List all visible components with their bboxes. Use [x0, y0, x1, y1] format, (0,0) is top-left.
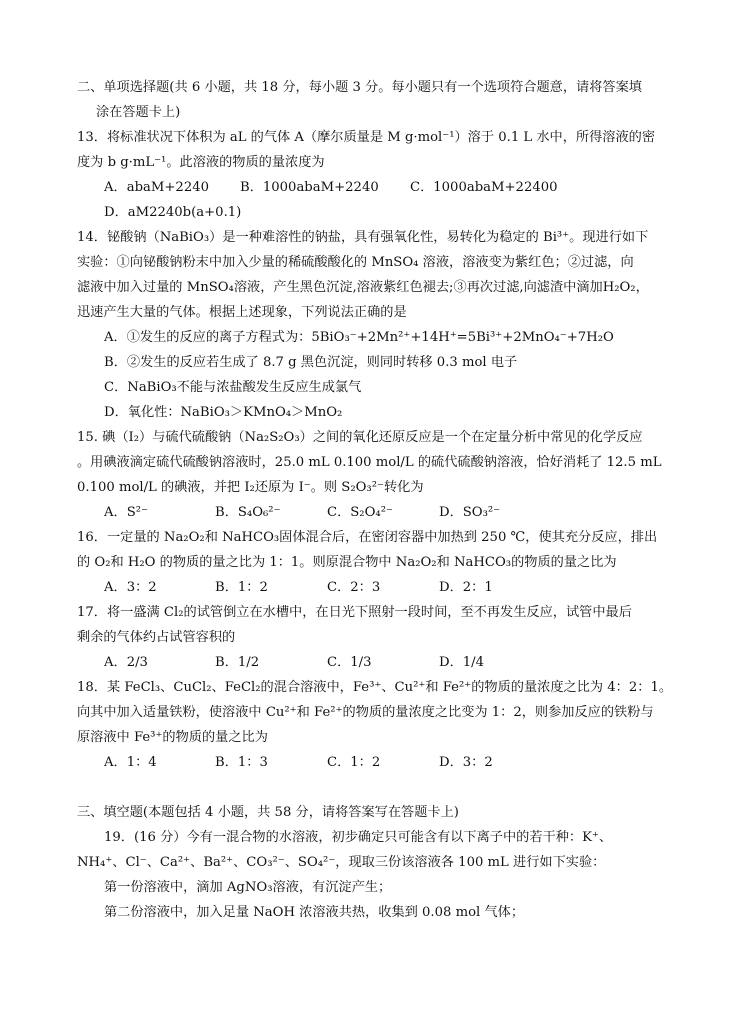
q13-stem-line2: 度为 b g·mL⁻¹。此溶液的物质的量浓度为: [77, 155, 325, 170]
q14-stem-line1: 14．铋酸钠（NaBiO₃）是一种难溶性的钠盐，具有强氧化性，易转化为稳定的 Bi³⁺。现进行如下: [77, 230, 649, 245]
q18-stem-line3: 原溶液中 Fe³⁺的物质的量之比为: [77, 730, 268, 745]
q17-option-a: A．2/3: [104, 655, 148, 670]
q13-option-a: A．abaM+2240: [104, 180, 209, 195]
section2-heading: 二、单项选择题(共 6 小题，共 18 分，每小题 3 分。每小题只有一个选项符合题意，请将答案填: [77, 80, 642, 95]
q13-options-row1: [104, 178, 704, 198]
q15-option-d: D．SO₃²⁻: [439, 505, 501, 520]
q14-option-a: A．①发生的反应的离子方程式为：5BiO₃⁻+2Mn²⁺+14H⁺=5Bi³⁺+2MnO₄⁻+7H₂O: [104, 330, 614, 345]
q16-options: [104, 578, 704, 598]
q18-options: [104, 753, 704, 773]
q15-option-c: C．S₂O₄²⁻: [327, 505, 393, 520]
q13-option-d: D．aM2240b(a+0.1): [104, 205, 242, 220]
q14-stem-line4: 迅速产生大量的气体。根据上述现象，下列说法正确的是: [77, 305, 407, 320]
q15-option-b: B．S₄O₆²⁻: [215, 505, 281, 520]
q19-stem-line3: 第一份溶液中，滴加 AgNO₃溶液，有沉淀产生；: [104, 880, 392, 895]
q16-option-a: A．3：2: [104, 580, 157, 595]
q18-option-a: A．1：4: [104, 755, 157, 770]
q13-stem-line1: 13．将标准状况下体积为 aL 的气体 A（摩尔质量是 M g·mol⁻¹）溶于 0.1 L 水中，所得溶液的密: [77, 130, 656, 145]
q17-options: [104, 653, 704, 673]
q16-option-d: D．2：1: [439, 580, 493, 595]
q17-stem-line2: 剩余的气体约占试管容积的: [77, 630, 236, 645]
q16-stem-line2: 的 O₂和 H₂O 的物质的量之比为 1：1。则原混合物中 Na₂O₂和 NaHCO₃的物质的量之比为: [77, 555, 617, 570]
q14-stem-line2: 实验：①向铋酸钠粉末中加入少量的稀硫酸酸化的 MnSO₄ 溶液，溶液变为紫红色；②过滤，向: [77, 255, 634, 270]
q18-option-c: C．1：2: [327, 755, 381, 770]
q14-stem-line3: 滤液中加入过量的 MnSO₄溶液，产生黑色沉淀,溶液紫红色褪去;③再次过滤,向滤渣中滴加H₂O₂，: [77, 280, 649, 295]
q19-stem-line2: NH₄⁺、Cl⁻、Ca²⁺、Ba²⁺、CO₃²⁻、SO₄²⁻，现取三份该溶液各 100 mL 进行如下实验：: [77, 855, 606, 870]
q14-option-c: C．NaBiO₃不能与浓盐酸发生反应生成氯气: [104, 380, 362, 395]
q14-option-d: D．氧化性：NaBiO₃＞KMnO₄＞MnO₂: [104, 405, 343, 420]
q15-stem-line3: 0.100 mol/L 的碘液，并把 I₂还原为 I⁻。则 S₂O₃²⁻转化为: [77, 480, 424, 495]
q13-option-b: B．1000abaM+2240: [240, 180, 379, 195]
q15-option-a: A．S²⁻: [104, 505, 148, 520]
q15-options: [104, 503, 704, 523]
q18-stem-line2: 向其中加入适量铁粉，使溶液中 Cu²⁺和 Fe²⁺的物质的量浓度之比变为 1：2，则参加反应的铁粉与: [77, 705, 654, 720]
q13-option-c: C．1000abaM+22400: [410, 180, 558, 195]
q14-option-b: B．②发生的反应若生成了 8.7 g 黑色沉淀，则同时转移 0.3 mol 电子: [104, 355, 518, 370]
q15-stem-line1: 15. 碘（I₂）与硫代硫酸钠（Na₂S₂O₃）之间的氧化还原反应是一个在定量分析中常见的化学反应: [77, 430, 643, 445]
q17-option-d: D．1/4: [439, 655, 484, 670]
q18-option-d: D．3：2: [439, 755, 493, 770]
q17-option-c: C．1/3: [327, 655, 372, 670]
q18-stem-line1: 18．某 FeCl₃、CuCl₂、FeCl₂的混合溶液中，Fe³⁺、Cu²⁺和 Fe²⁺的物质的量浓度之比为 4：2：1。: [77, 680, 673, 695]
q16-option-b: B．1：2: [215, 580, 268, 595]
q16-option-c: C．2：3: [327, 580, 381, 595]
q16-stem-line1: 16．一定量的 Na₂O₂和 NaHCO₃固体混合后，在密闭容器中加热到 250 ℃，使其充分反应，排出: [77, 530, 658, 545]
q17-stem-line1: 17．将一盛满 Cl₂的试管倒立在水槽中，在日光下照射一段时间，至不再发生反应，试管中最后: [77, 605, 632, 620]
q17-option-b: B．1/2: [215, 655, 260, 670]
q18-option-b: B．1：3: [215, 755, 268, 770]
q19-stem-line1: 19．(16 分）今有一混合物的水溶液，初步确定只可能含有以下离子中的若干种：K⁺、: [104, 830, 613, 845]
q15-stem-line2: 。用碘液滴定硫代硫酸钠溶液时，25.0 mL 0.100 mol/L 的硫代硫酸钠溶液，恰好消耗了 12.5 mL: [77, 455, 662, 470]
section3-heading: 三、填空题(本题包括 4 小题，共 58 分，请将答案写在答题卡上): [77, 805, 459, 820]
section2-heading-cont: 涂在答题卡上): [96, 105, 181, 120]
q19-stem-line4: 第二份溶液中，加入足量 NaOH 浓溶液共热，收集到 0.08 mol 气体；: [104, 905, 525, 920]
